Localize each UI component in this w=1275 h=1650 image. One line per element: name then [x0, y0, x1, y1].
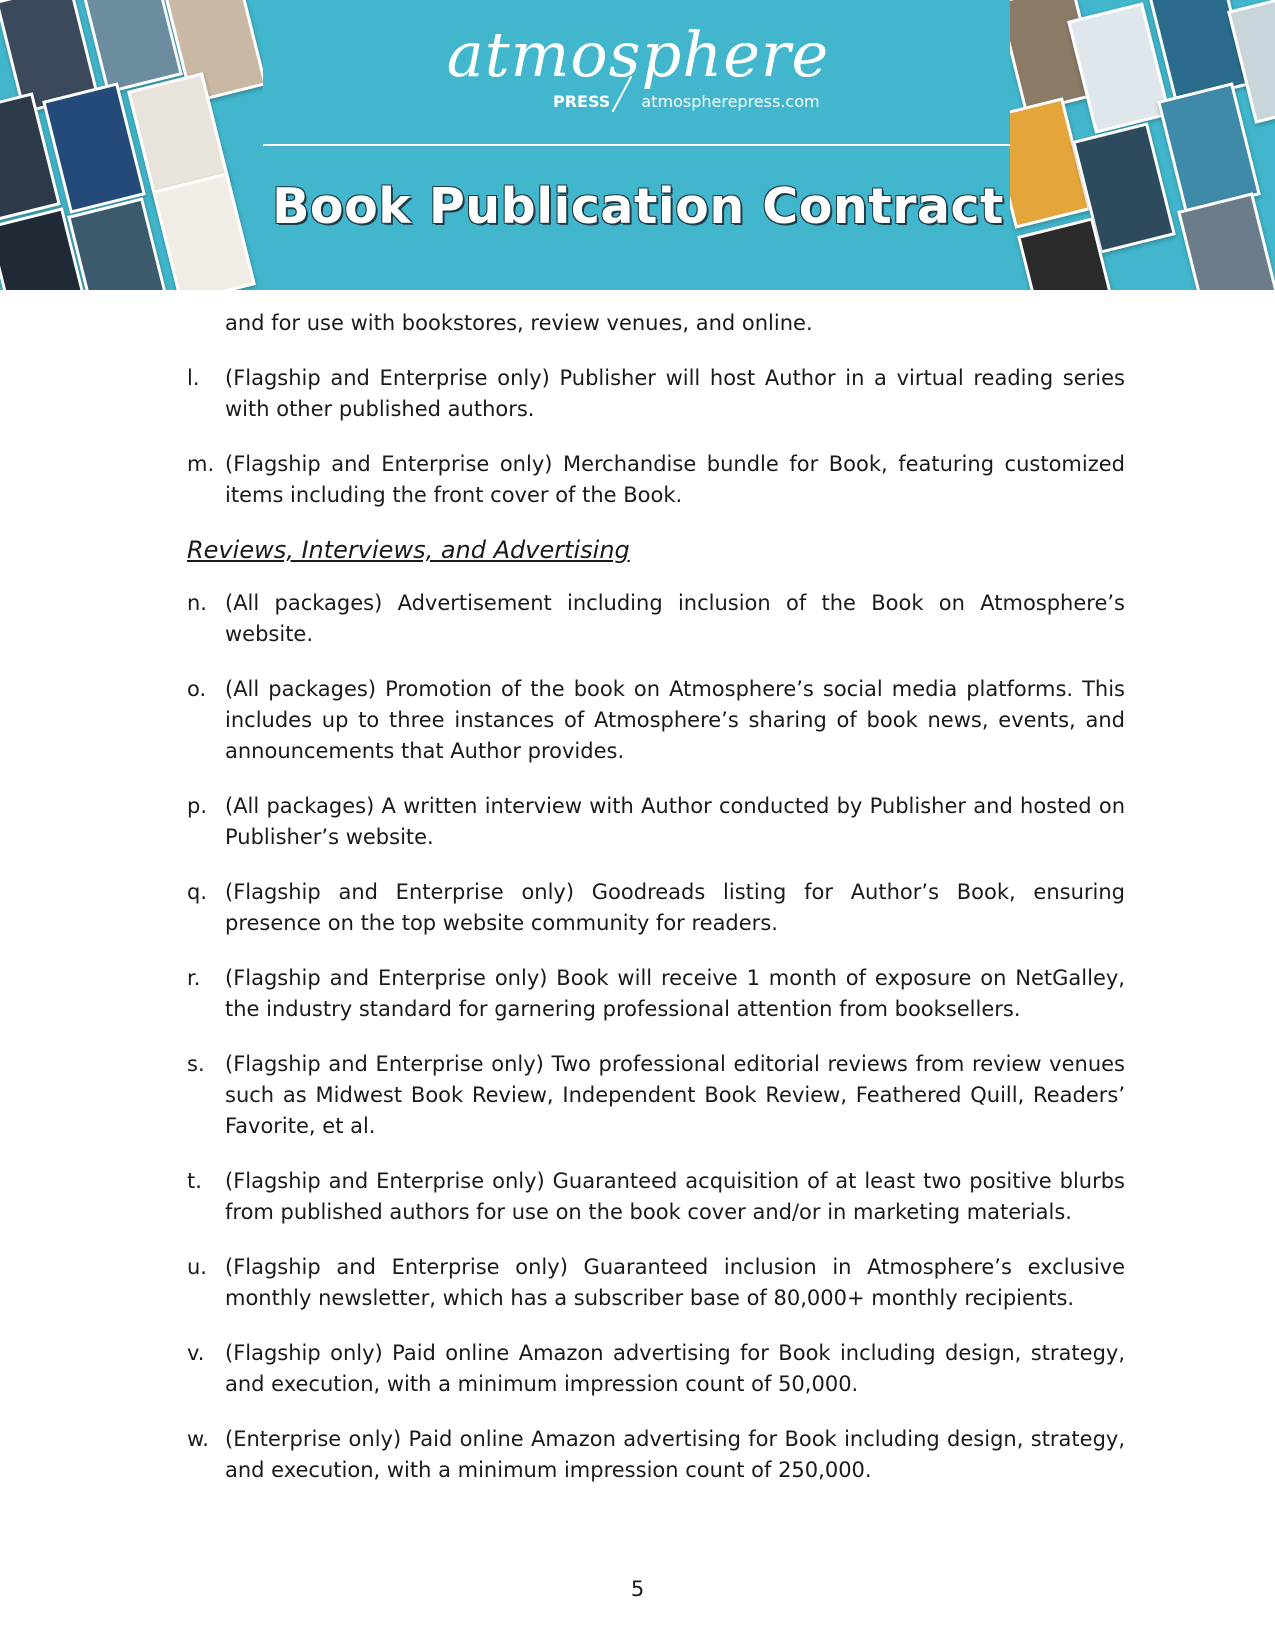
list-item-text: (All packages) Promotion of the book on Atmosphere’s social media platforms. This includes up to three instances of Atmosphere’s sharing of book news, events, and announcements that Author provides. [225, 677, 1125, 763]
list-item-letter: s. [187, 1052, 205, 1076]
list-item-text: (All packages) A written interview with Author conducted by Publisher and hosted on Publisher’s website. [225, 794, 1125, 849]
list-item-text: (Flagship and Enterprise only) Two professional editorial reviews from review venues such as Midwest Book Review, Independent Book Review, Feathered Quill, Readers’ Favorite, et al. [225, 1052, 1125, 1138]
banner-center [263, 0, 1013, 290]
list-item-letter: o. [187, 677, 207, 701]
list-item [187, 1166, 1125, 1228]
document-title: Book Publication Contract [272, 178, 1004, 235]
book-covers-right [1010, 0, 1275, 290]
book-cover-image [1177, 192, 1275, 290]
logo-subline [553, 92, 820, 111]
list-item-text: (Flagship and Enterprise only) Goodreads listing for Author’s Book, ensuring presence on the top website community for readers. [225, 880, 1125, 935]
book-cover-image [67, 197, 171, 290]
list-item [187, 449, 1125, 511]
list-item [187, 1424, 1125, 1486]
list-item-letter: t. [187, 1169, 202, 1193]
list-item [187, 1338, 1125, 1400]
list-item [187, 363, 1125, 425]
book-cover-image [152, 172, 256, 290]
list-item-letter: q. [187, 880, 208, 904]
publisher-url: atmospherepress.com [641, 92, 820, 111]
list-item-letter: r. [187, 966, 201, 990]
list-item-text: (Flagship only) Paid online Amazon advertising for Book including design, strategy, and execution, with a minimum impression count of 50,000. [225, 1341, 1125, 1396]
list-item-text: (Flagship and Enterprise only) Guaranteed acquisition of at least two positive blurbs from published authors for use on the book cover and/or in marketing materials. [225, 1169, 1125, 1224]
section-heading: Reviews, Interviews, and Advertising [187, 536, 630, 564]
list-item-letter: m. [187, 452, 215, 476]
list-item-letter: p. [187, 794, 208, 818]
publisher-logo: atmosphere [446, 18, 830, 91]
list-item-letter: u. [187, 1255, 207, 1279]
list-item-text: (Flagship and Enterprise only) Merchandise bundle for Book, featuring customized items including the front cover of the Book. [225, 452, 1125, 507]
list-item-text: (Flagship and Enterprise only) Guaranteed inclusion in Atmosphere’s exclusive monthly newsletter, which has a subscriber base of 80,000+ monthly recipients. [225, 1255, 1125, 1310]
list-item [187, 963, 1125, 1025]
list-item-text: (Flagship and Enterprise only) Book will receive 1 month of exposure on NetGalley, the industry standard for garnering professional attention from booksellers. [225, 966, 1125, 1021]
list-item-text: (Enterprise only) Paid online Amazon advertising for Book including design, strategy, and execution, with a minimum impression count of 250,000. [225, 1427, 1125, 1482]
list-item [187, 877, 1125, 939]
list-item-letter: n. [187, 591, 207, 615]
list-item [187, 1049, 1125, 1142]
list-item-text: (Flagship and Enterprise only) Publisher will host Author in a virtual reading series with other published authors. [225, 366, 1125, 421]
book-covers-left [0, 0, 265, 290]
list-item-letter: l. [187, 366, 200, 390]
list-item [187, 1252, 1125, 1314]
list-item [187, 791, 1125, 853]
contract-body [187, 308, 1125, 1510]
list-item-text: (All packages) Advertisement including inclusion of the Book on Atmosphere’s website. [225, 591, 1125, 646]
continued-paragraph: and for use with bookstores, review venues, and online. [225, 311, 813, 335]
list-item-letter: w. [187, 1427, 209, 1451]
header-banner [0, 0, 1275, 290]
list-item [187, 674, 1125, 767]
logo-press: PRESS [553, 92, 611, 111]
list-item [187, 588, 1125, 650]
banner-divider [263, 144, 1013, 146]
list-item-letter: v. [187, 1341, 205, 1365]
page-number: 5 [630, 1577, 645, 1601]
